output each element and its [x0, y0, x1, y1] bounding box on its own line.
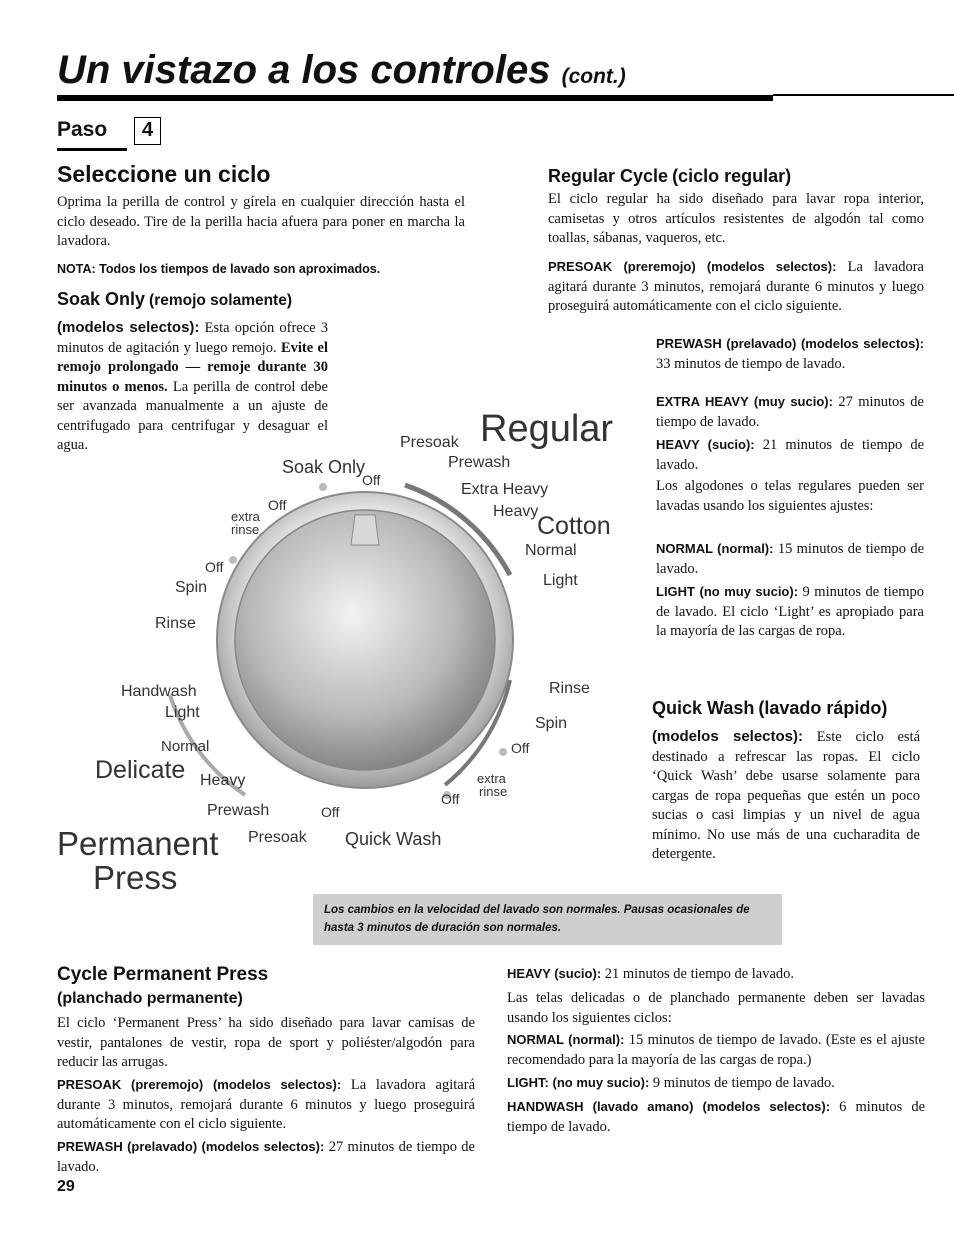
dial-prewash-top: Prewash — [448, 454, 511, 471]
dial-quick-wash: Quick Wash — [345, 829, 442, 849]
perm-press-presoak — [57, 1075, 475, 1135]
regular-light — [656, 582, 924, 642]
perm-press-heavy — [507, 964, 925, 985]
perm-press-handwash — [507, 1097, 925, 1137]
dial-extra-left: extra — [231, 509, 260, 524]
regular-light-text: 9 minutos de tiempo de lavado. El ciclo ‘Light’ es apropiado para la mayoría de las cargas de ropa. — [656, 584, 925, 639]
regular-extra-heavy-text: 27 minutos de tiempo de lavado. — [656, 394, 924, 430]
soak-heading — [57, 289, 292, 310]
dial-presoak-bottom: Presoak — [248, 829, 307, 846]
regular-presoak — [548, 257, 924, 317]
quick-wash-paragraph — [652, 727, 920, 865]
soak-title: Soak Only — [57, 289, 146, 309]
perm-press-light-text: 9 minutos de tiempo de lavado. — [652, 1075, 835, 1091]
title-main: Un vistazo a los controles — [57, 48, 551, 92]
regular-intro: El ciclo regular ha sido diseñado para lavar ropa interior, camisetas y otros artículos resistentes de algodón tal como toallas, sábanas, vaqueros, etc. — [548, 191, 924, 246]
dial-heavy-top: Heavy — [493, 503, 539, 520]
step-underline — [57, 148, 127, 151]
time-note: NOTA: Todos los tiempos de lavado son aproximados. — [57, 262, 381, 276]
regular-heavy-label: HEAVY (sucio): — [656, 437, 755, 452]
soak-bold-text: Evite el remojo prolongado — remoje durante 30 minutos o menos. — [57, 339, 329, 395]
dial-presoak-top: Presoak — [400, 434, 459, 451]
regular-presoak-text: La lavadora agitará durante 3 minutos, remojará durante 6 minutos y luego proseguirá automáticamente con el ciclo siguiente. — [548, 259, 924, 314]
soak-text-2: La perilla de control debe ser avanzada manualmente a un ajuste de centrifugado para centrifugar y desaguar el agua. — [57, 378, 328, 453]
regular-presoak-label: PRESOAK (preremojo) (modelos selectos): — [548, 259, 837, 274]
quick-wash-text: Este ciclo está destinado a refrescar las ropas. El ciclo ‘Quick Wash’ debe usarse solamente para cargas de ropa pequeñas que estén un poco sucias o casi limpias y un nivel de agua mínimo. No use más de una cucharadita de detergente. — [652, 729, 920, 862]
dial-rinse-right: Rinse — [549, 680, 590, 697]
step-label: Paso — [57, 118, 108, 141]
dial-heavy-bottom: Heavy — [200, 772, 246, 789]
dial-normal-left: Normal — [161, 738, 210, 755]
regular-prewash-text: 33 minutos de tiempo de lavado. — [656, 355, 846, 372]
regular-heavy — [656, 435, 924, 475]
title-rule — [57, 95, 773, 101]
dial-extra-heavy: Extra Heavy — [461, 481, 549, 498]
dial-light-left: Light — [165, 704, 200, 721]
perm-press-handwash-text: 6 minutos de tiempo de lavado. — [507, 1099, 926, 1135]
dial-rinse-left: Rinse — [155, 615, 196, 632]
perm-press-handwash-label: HANDWASH (lavado amano) (modelos selectos): — [507, 1099, 831, 1114]
perm-press-heavy-text: 21 minutos de tiempo de lavado. — [604, 966, 795, 982]
quick-wash-subtitle: (lavado rápido) — [758, 698, 888, 718]
dial-off-soak: Off — [362, 472, 381, 488]
quick-wash-title: Quick Wash — [652, 698, 755, 718]
perm-press-delicate-text: Las telas delicadas o de planchado permanente deben ser lavadas usando los siguientes ciclos: — [507, 990, 925, 1026]
dial-pointer — [351, 515, 379, 545]
step-number: 4 — [134, 117, 161, 145]
dial-off-top-left: Off — [268, 497, 287, 513]
intro-paragraph: Oprima la perilla de control y gírela en cualquier dirección hasta el ciclo deseado. Tire de la perilla hacia afuera para poner en marcha la lavadora. — [57, 194, 465, 249]
dial-off-right: Off — [511, 740, 530, 756]
regular-heavy-text: 21 minutos de tiempo de lavado. — [656, 437, 925, 473]
regular-heading — [548, 166, 791, 187]
dial-off-bottom-right: Off — [441, 791, 460, 807]
soak-text-1: Esta opción ofrece 3 minutos de agitación y luego remojo. — [57, 320, 328, 356]
perm-press-light — [507, 1073, 925, 1094]
perm-press-prewash-text: 27 minutos de tiempo de lavado. — [57, 1139, 475, 1175]
title-rule-thin — [773, 94, 954, 96]
perm-press-normal-label: NORMAL (normal): — [507, 1032, 625, 1047]
dial-regular: Regular — [480, 408, 614, 450]
soak-models-label: (modelos selectos): — [57, 319, 200, 336]
dial-dot — [319, 483, 327, 491]
dial-prewash-bottom: Prewash — [207, 802, 270, 819]
perm-press-prewash-label: PREWASH (prelavado) (modelos selectos): — [57, 1139, 325, 1154]
dial-cotton: Cotton — [537, 512, 611, 540]
perm-press-title: Cycle Permanent Press — [57, 964, 269, 985]
dial-spin-right: Spin — [535, 715, 568, 732]
regular-prewash — [656, 334, 924, 374]
perm-press-presoak-label: PRESOAK (preremojo) (modelos selectos): — [57, 1077, 342, 1092]
section-heading: Seleccione un ciclo — [57, 161, 271, 187]
dial-normal-right: Normal — [525, 542, 577, 559]
regular-prewash-label: PREWASH (prelavado) (modelos selectos): — [656, 336, 924, 351]
dial-off-left: Off — [205, 559, 224, 575]
regular-cotton-text: Los algodones o telas regulares pueden ser lavadas usando los siguientes ajustes: — [656, 478, 924, 514]
dial-delicate: Delicate — [95, 756, 186, 784]
page-title — [57, 48, 626, 93]
dial-handwash: Handwash — [121, 683, 197, 700]
dial-light-right: Light — [543, 572, 578, 589]
perm-press-presoak-text: La lavadora agitará durante 3 minutos, remojará durante 6 minutos y luego proseguirá automáticamente con el ciclo siguiente. — [57, 1077, 476, 1132]
dial-rinse-small-right: rinse — [479, 784, 508, 799]
perm-press-normal-text: 15 minutos de tiempo de lavado. (Este es el ajuste recomendado para la mayoría de las cargas de ropa.) — [507, 1032, 925, 1068]
control-dial-illustration — [55, 395, 635, 895]
regular-extra-heavy — [656, 392, 924, 432]
regular-normal-label: NORMAL (normal): — [656, 541, 774, 556]
perm-press-light-label: LIGHT: (no muy sucio): — [507, 1075, 650, 1090]
dial-rinse-small-left: rinse — [231, 522, 260, 537]
perm-press-prewash — [57, 1137, 475, 1177]
quick-wash-heading — [652, 698, 887, 719]
dial-dot — [229, 556, 237, 564]
perm-press-subtitle: (planchado permanente) — [57, 990, 243, 1007]
regular-title: Regular Cycle — [548, 166, 669, 186]
dial-permanent: Permanent — [57, 825, 219, 862]
dial-soak-only: Soak Only — [282, 457, 366, 477]
speed-note-text: Los cambios en la velocidad del lavado son normales. Pausas ocasionales de hasta 3 minutos de duración son normales. — [324, 904, 750, 934]
dial-dot — [499, 748, 507, 756]
dial-off-bottom: Off — [321, 804, 340, 820]
page-number: 29 — [57, 1178, 75, 1195]
dial-spin-left: Spin — [175, 579, 208, 596]
soak-subtitle: (remojo solamente) — [149, 292, 293, 309]
perm-press-normal — [507, 1030, 925, 1070]
regular-normal-text: 15 minutos de tiempo de lavado. — [656, 541, 925, 577]
regular-extra-heavy-label: EXTRA HEAVY (muy sucio): — [656, 394, 833, 409]
perm-press-heavy-label: HEAVY (sucio): — [507, 966, 602, 981]
regular-subtitle: (ciclo regular) — [672, 166, 792, 186]
perm-press-intro: El ciclo ‘Permanent Press’ ha sido diseñado para lavar camisas de vestir, pantalones de vestir, ropa de sport y poliéster/algodón para reducir las arrugas. — [57, 1015, 475, 1070]
regular-light-label: LIGHT (no muy sucio): — [656, 584, 799, 599]
dial-extra-right: extra — [477, 771, 506, 786]
regular-normal — [656, 539, 924, 579]
dial-press: Press — [93, 859, 178, 895]
title-suffix: (cont.) — [561, 65, 626, 88]
dial-knob[interactable] — [235, 510, 495, 770]
quick-wash-models-label: (modelos selectos): — [652, 728, 804, 745]
